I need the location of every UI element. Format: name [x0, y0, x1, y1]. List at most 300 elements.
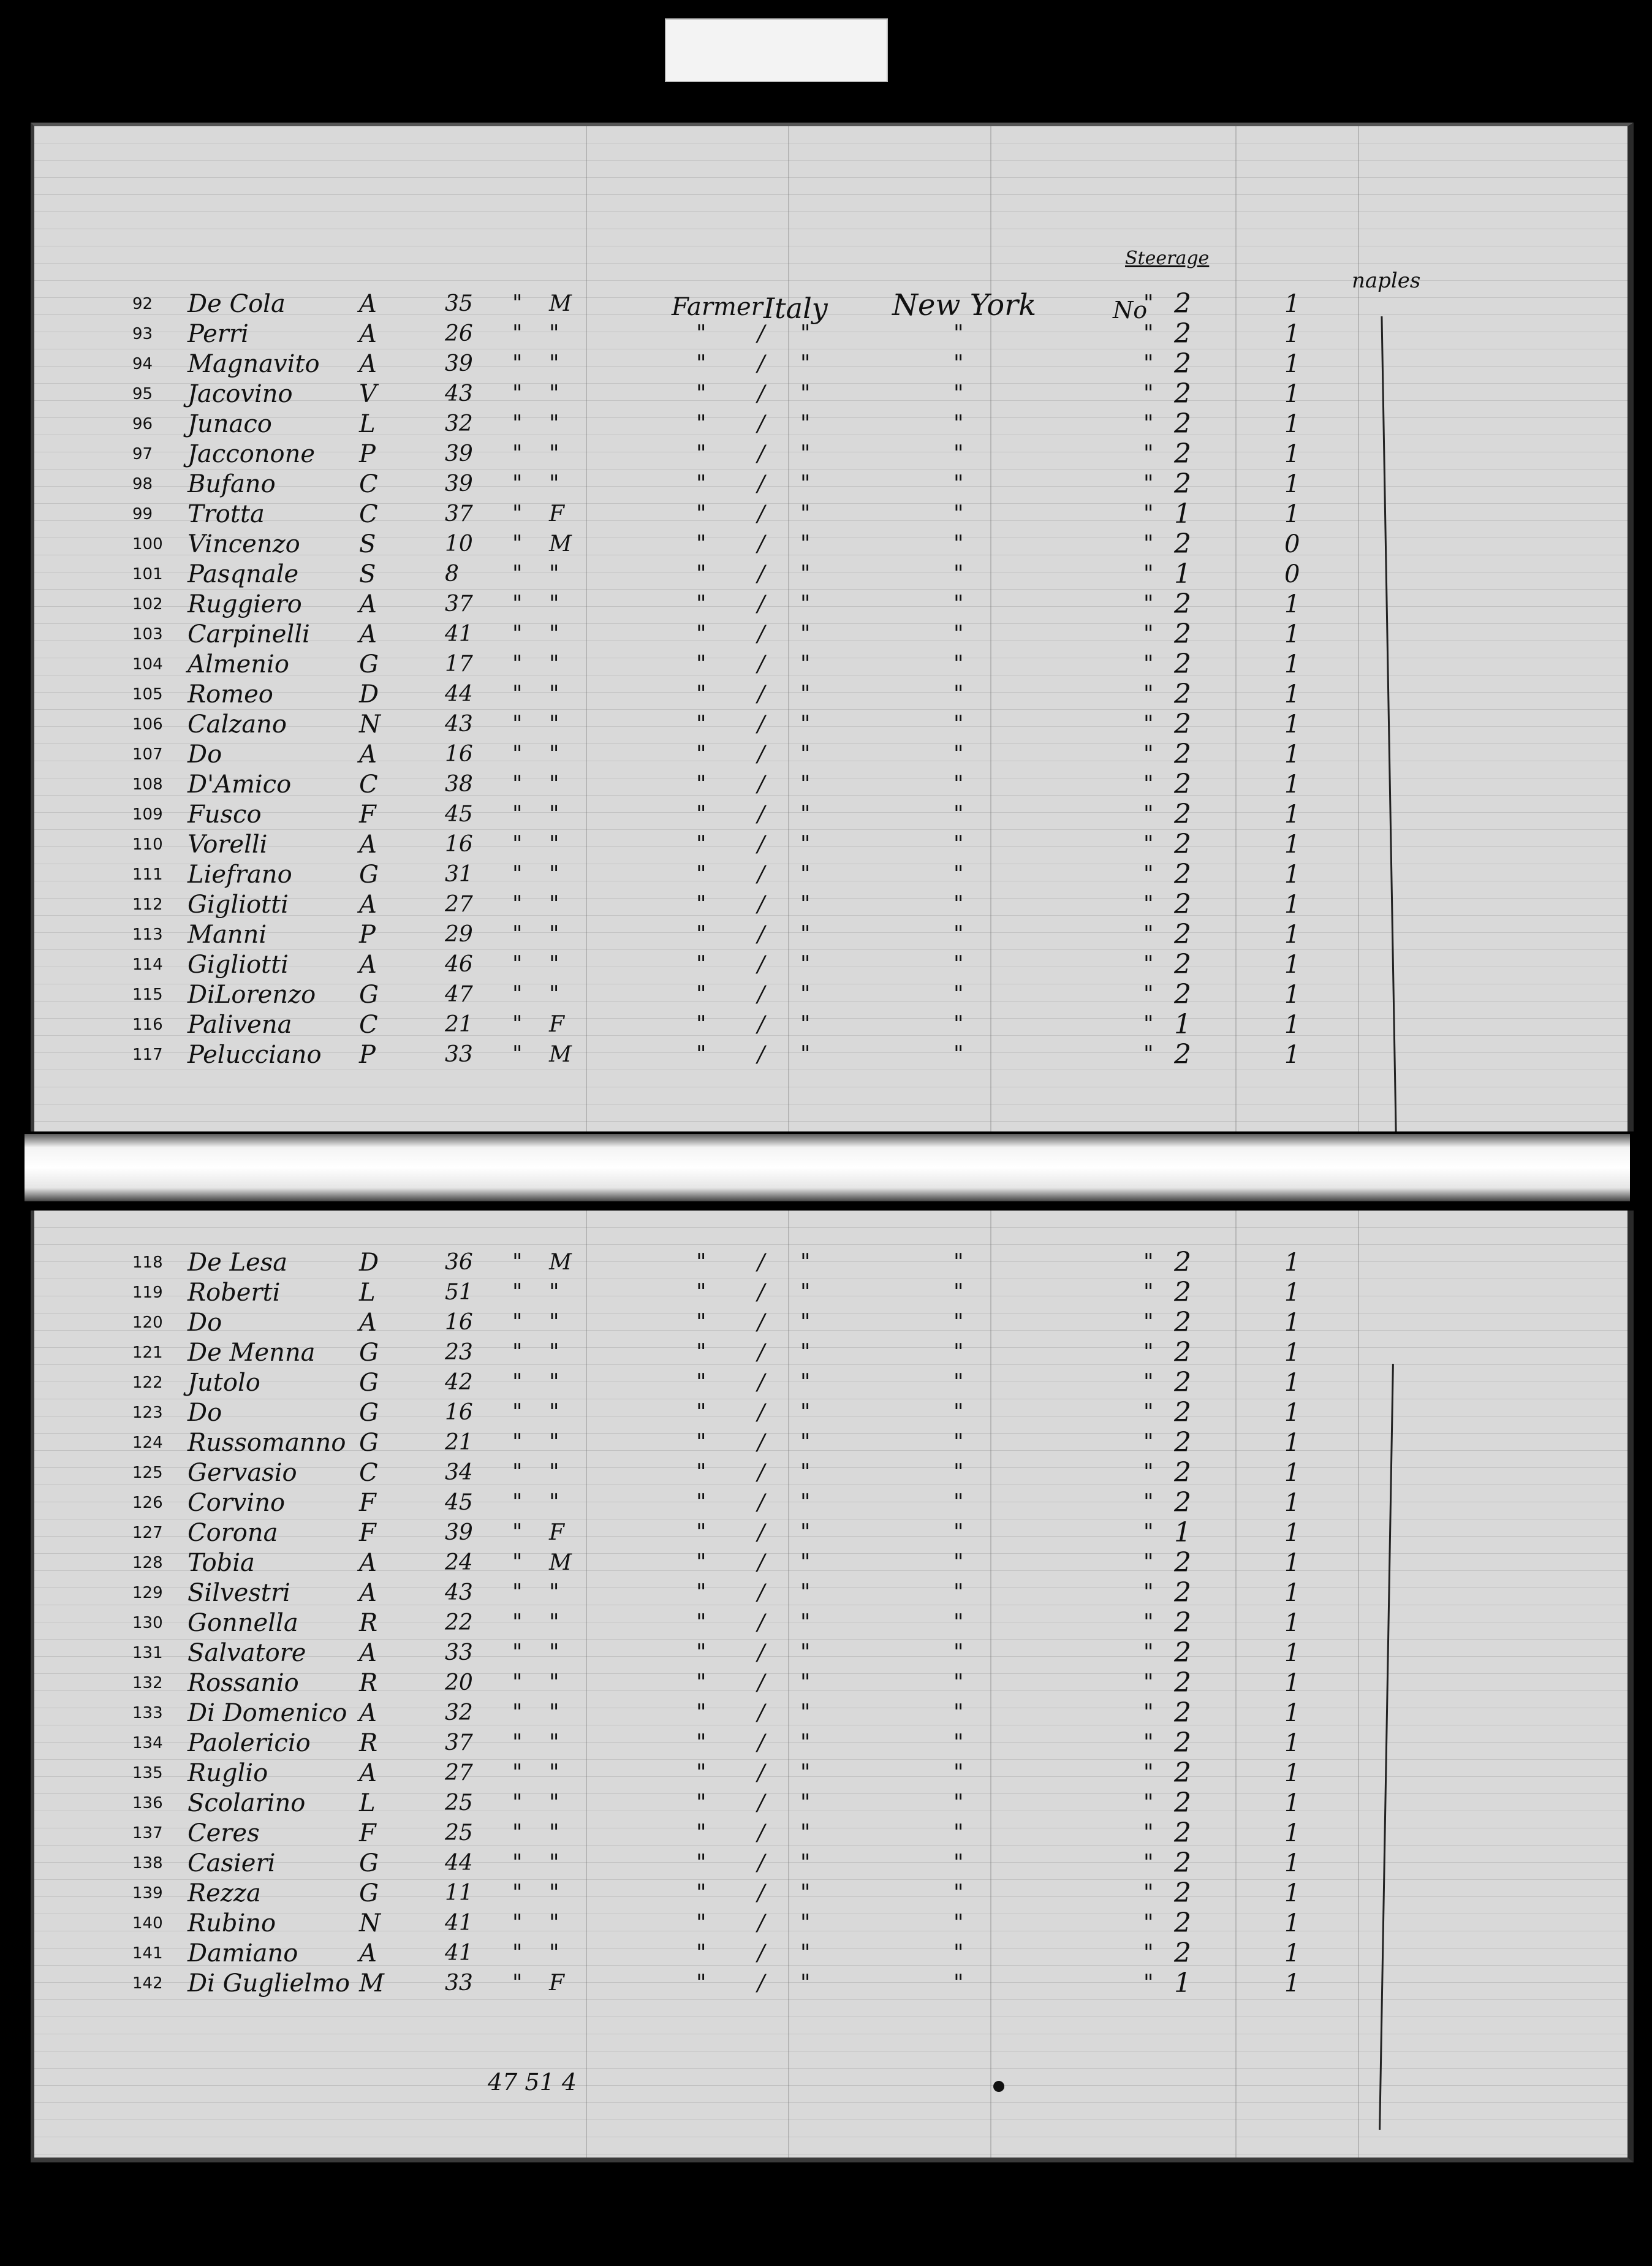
sex: " [549, 652, 559, 677]
steerage-ditto: " [1143, 1670, 1154, 1695]
ditto-mark: " [512, 1580, 523, 1605]
residence-ditto: " [953, 1310, 964, 1335]
residence-ditto: " [953, 1971, 964, 1996]
surname: Perri [188, 320, 249, 348]
initial: S [359, 560, 376, 588]
manifest-row [34, 1908, 1627, 1939]
film-label-strip [665, 18, 888, 82]
ditto-mark: " [512, 892, 523, 917]
row-number: 102 [132, 595, 163, 614]
sex: " [549, 1580, 559, 1605]
occupation-ditto: " [696, 1580, 707, 1605]
manifest-row [34, 919, 1627, 950]
piece-count: 1 [1284, 440, 1300, 468]
nationality-mark: / [757, 1042, 765, 1067]
surname: Vincenzo [188, 530, 300, 558]
manifest-row [34, 439, 1627, 470]
nationality-mark: / [757, 742, 765, 767]
surname: Rubino [188, 1909, 276, 1937]
nationality-mark: / [757, 1971, 765, 1996]
row-number: 127 [132, 1524, 163, 1542]
destination-ditto: " [800, 892, 811, 917]
piece-count: 1 [1284, 1339, 1300, 1367]
sex: " [549, 832, 559, 857]
age: 39 [445, 351, 473, 376]
residence-ditto: " [953, 1520, 964, 1545]
destination-ditto: " [800, 682, 811, 707]
surname: Salvatore [188, 1639, 306, 1667]
steerage-ditto: " [1143, 291, 1154, 316]
occupation-ditto: " [696, 1250, 707, 1275]
manifest-row [34, 1397, 1627, 1428]
sex: F [549, 501, 564, 527]
destination-ditto: " [800, 1580, 811, 1605]
header-farmer: Farmer [672, 293, 763, 321]
nationality-mark: / [757, 1730, 765, 1755]
surname: Rossanio [188, 1669, 299, 1697]
nationality-mark: / [757, 411, 765, 436]
manifest-row [34, 559, 1627, 590]
row-number: 129 [132, 1584, 163, 1602]
destination-ditto: " [800, 652, 811, 677]
steerage-count: 2 [1174, 1457, 1191, 1488]
surname: Ruggiero [188, 590, 302, 618]
occupation-ditto: " [696, 321, 707, 346]
steerage-count: 2 [1174, 648, 1191, 680]
occupation-ditto: " [696, 622, 707, 647]
manifest-row [34, 1818, 1627, 1849]
sex: " [549, 1790, 559, 1815]
row-number: 95 [132, 385, 153, 403]
ditto-mark: " [512, 1760, 523, 1785]
steerage-ditto: " [1143, 441, 1154, 466]
initial: F [359, 800, 376, 829]
nationality-mark: / [757, 1280, 765, 1305]
nationality-mark: / [757, 982, 765, 1007]
residence-ditto: " [953, 381, 964, 406]
surname: Pelucciano [188, 1041, 322, 1069]
initial: G [359, 981, 379, 1009]
residence-ditto: " [953, 1370, 964, 1395]
surname: Rezza [188, 1879, 261, 1907]
steerage-ditto: " [1143, 892, 1154, 917]
steerage-count: 1 [1174, 1517, 1191, 1548]
row-number: 113 [132, 926, 163, 944]
piece-count: 1 [1284, 891, 1300, 919]
sex: " [549, 742, 559, 767]
ditto-mark: " [512, 501, 523, 527]
ditto-mark: " [512, 802, 523, 827]
piece-count: 0 [1284, 560, 1300, 588]
initial: F [359, 1519, 376, 1547]
surname: Jacconone [188, 440, 316, 468]
steerage-count: 1 [1174, 498, 1191, 530]
steerage-count: 2 [1174, 288, 1191, 319]
occupation-ditto: " [696, 682, 707, 707]
destination-ditto: " [800, 531, 811, 557]
sex: M [549, 291, 572, 316]
piece-count: 1 [1284, 290, 1300, 318]
piece-count: 1 [1284, 1519, 1300, 1547]
row-number: 114 [132, 956, 163, 974]
age: 24 [445, 1550, 473, 1575]
surname: Palivena [188, 1011, 292, 1039]
destination-ditto: " [800, 1640, 811, 1665]
steerage-count: 2 [1174, 739, 1191, 770]
destination-ditto: " [800, 1310, 811, 1335]
ditto-mark: " [512, 441, 523, 466]
surname: Pasqnale [188, 560, 299, 588]
residence-ditto: " [953, 772, 964, 797]
ditto-mark: " [512, 1280, 523, 1305]
surname: Carpinelli [188, 620, 310, 648]
row-number: 98 [132, 475, 153, 493]
steerage-ditto: " [1143, 952, 1154, 977]
surname: Calzano [188, 710, 287, 739]
row-number: 99 [132, 505, 153, 523]
sex: " [549, 1880, 559, 1906]
residence-ditto: " [953, 712, 964, 737]
header-steerage: Steerage [1125, 248, 1210, 269]
sex: " [549, 1430, 559, 1455]
row-number: 137 [132, 1824, 163, 1842]
row-number: 94 [132, 355, 153, 373]
steerage-count: 2 [1174, 1307, 1191, 1338]
destination-ditto: " [800, 802, 811, 827]
piece-count: 1 [1284, 1279, 1300, 1307]
initial: A [359, 891, 377, 919]
destination-ditto: " [800, 1880, 811, 1906]
age: 51 [445, 1280, 473, 1305]
manifest-sheet-top [31, 123, 1634, 1131]
occupation-ditto: " [696, 381, 707, 406]
initial: F [359, 1489, 376, 1517]
destination-ditto: " [800, 832, 811, 857]
steerage-count: 2 [1174, 1427, 1191, 1458]
row-number: 116 [132, 1016, 163, 1034]
sex: " [549, 1730, 559, 1755]
header-naples: naples [1352, 268, 1421, 293]
sex: M [549, 1550, 572, 1575]
row-number: 104 [132, 655, 163, 674]
steerage-ditto: " [1143, 1640, 1154, 1665]
occupation-ditto: " [696, 922, 707, 947]
occupation-ditto: " [696, 1460, 707, 1485]
residence-ditto: " [953, 1790, 964, 1815]
surname: Ruglio [188, 1759, 268, 1787]
piece-count: 1 [1284, 981, 1300, 1009]
sex: " [549, 321, 559, 346]
manifest-row [34, 409, 1627, 439]
age: 32 [445, 411, 473, 436]
initial: C [359, 470, 378, 498]
sex: " [549, 1370, 559, 1395]
steerage-ditto: " [1143, 742, 1154, 767]
occupation-ditto: " [696, 802, 707, 827]
manifest-sheet-bottom [31, 1211, 1634, 2162]
steerage-ditto: " [1143, 1520, 1154, 1545]
destination-ditto: " [800, 1460, 811, 1485]
destination-ditto: " [800, 1760, 811, 1785]
initial: A [359, 1549, 377, 1577]
ditto-mark: " [512, 351, 523, 376]
occupation-ditto: " [696, 501, 707, 527]
residence-ditto: " [953, 591, 964, 617]
steerage-count: 2 [1174, 1907, 1191, 1939]
occupation-ditto: " [696, 1911, 707, 1936]
manifest-row [34, 1488, 1627, 1518]
ditto-mark: " [512, 411, 523, 436]
row-number: 141 [132, 1944, 163, 1963]
surname: Di Guglielmo [188, 1969, 350, 1998]
sex: F [549, 1012, 564, 1037]
age: 26 [445, 321, 473, 346]
age: 8 [445, 561, 459, 587]
ditto-mark: " [512, 1550, 523, 1575]
ditto-mark: " [512, 1370, 523, 1395]
steerage-ditto: " [1143, 561, 1154, 587]
age: 32 [445, 1700, 473, 1725]
ditto-mark: " [512, 772, 523, 797]
piece-count: 1 [1284, 861, 1300, 889]
piece-count: 1 [1284, 1729, 1300, 1757]
destination-ditto: " [800, 1250, 811, 1275]
residence-ditto: " [953, 832, 964, 857]
destination-ditto: " [800, 501, 811, 527]
row-number: 117 [132, 1046, 163, 1064]
occupation-ditto: " [696, 1850, 707, 1876]
sex: " [549, 862, 559, 887]
surname: Bufano [188, 470, 276, 498]
ink-dot [993, 2081, 1004, 2092]
ditto-mark: " [512, 1430, 523, 1455]
initial: A [359, 1759, 377, 1787]
residence-ditto: " [953, 1490, 964, 1515]
initial: A [359, 1579, 377, 1607]
piece-count: 1 [1284, 951, 1300, 979]
age: 10 [445, 531, 473, 557]
manifest-row [34, 589, 1627, 620]
destination-ditto: " [800, 1520, 811, 1545]
row-number: 105 [132, 685, 163, 704]
initial: G [359, 1339, 379, 1367]
manifest-row [34, 499, 1627, 530]
surname: Do [188, 1399, 222, 1427]
sex: " [549, 982, 559, 1007]
steerage-count: 2 [1174, 1277, 1191, 1308]
nationality-mark: / [757, 531, 765, 557]
surname: Gigliotti [188, 891, 289, 919]
initial: A [359, 1639, 377, 1667]
manifest-row [34, 1968, 1627, 1999]
age: 16 [445, 832, 473, 857]
piece-count: 1 [1284, 770, 1300, 799]
piece-count: 1 [1284, 1549, 1300, 1577]
steerage-count: 2 [1174, 1247, 1191, 1278]
ditto-mark: " [512, 471, 523, 496]
initial: P [359, 440, 376, 468]
piece-count: 1 [1284, 1969, 1300, 1998]
steerage-count: 2 [1174, 919, 1191, 950]
nationality-mark: / [757, 682, 765, 707]
initial: P [359, 921, 376, 949]
steerage-ditto: " [1143, 531, 1154, 557]
nationality-mark: / [757, 1490, 765, 1515]
steerage-ditto: " [1143, 471, 1154, 496]
row-number: 132 [132, 1674, 163, 1692]
piece-count: 1 [1284, 680, 1300, 709]
residence-ditto: " [953, 742, 964, 767]
occupation-ditto: " [696, 1340, 707, 1365]
initial: A [359, 620, 377, 648]
steerage-ditto: " [1143, 321, 1154, 346]
age: 25 [445, 1790, 473, 1815]
surname: Jacovino [188, 380, 293, 408]
manifest-row [34, 1337, 1627, 1368]
residence-ditto: " [953, 1400, 964, 1425]
occupation-ditto: " [696, 1730, 707, 1755]
residence-ditto: " [953, 922, 964, 947]
age: 47 [445, 982, 473, 1007]
steerage-count: 2 [1174, 889, 1191, 920]
row-number: 125 [132, 1464, 163, 1482]
steerage-count: 2 [1174, 348, 1191, 379]
age: 44 [445, 682, 473, 707]
destination-ditto: " [800, 1490, 811, 1515]
ditto-mark: " [512, 531, 523, 557]
row-number: 142 [132, 1974, 163, 1993]
steerage-ditto: " [1143, 832, 1154, 857]
nationality-mark: / [757, 471, 765, 496]
manifest-row [34, 1758, 1627, 1789]
occupation-ditto: " [696, 1760, 707, 1785]
destination-ditto: " [800, 772, 811, 797]
destination-ditto: " [800, 952, 811, 977]
residence-ditto: " [953, 441, 964, 466]
piece-count: 1 [1284, 1609, 1300, 1637]
initial: A [359, 320, 377, 348]
initial: V [359, 380, 377, 408]
row-number: 128 [132, 1554, 163, 1572]
age: 31 [445, 862, 473, 887]
row-number: 115 [132, 986, 163, 1004]
initial: G [359, 1399, 379, 1427]
ditto-mark: " [512, 1790, 523, 1815]
age: 43 [445, 1580, 473, 1605]
nationality-mark: / [757, 1911, 765, 1936]
nationality-mark: / [757, 832, 765, 857]
row-number: 134 [132, 1734, 163, 1752]
occupation-ditto: " [696, 832, 707, 857]
age: 46 [445, 952, 473, 977]
manifest-row [34, 1307, 1627, 1338]
residence-ditto: " [953, 1640, 964, 1665]
age: 39 [445, 471, 473, 496]
manifest-row [34, 469, 1627, 500]
steerage-ditto: " [1143, 1460, 1154, 1485]
manifest-row [34, 619, 1627, 650]
ditto-mark: " [512, 1911, 523, 1936]
occupation-ditto: " [696, 1700, 707, 1725]
initial: A [359, 350, 377, 378]
steerage-count: 2 [1174, 1337, 1191, 1368]
manifest-row [34, 859, 1627, 890]
residence-ditto: " [953, 1820, 964, 1846]
initial: R [359, 1669, 378, 1697]
residence-ditto: " [953, 1580, 964, 1605]
sex: " [549, 892, 559, 917]
steerage-count: 2 [1174, 949, 1191, 980]
nationality-mark: / [757, 1670, 765, 1695]
ditto-mark: " [512, 832, 523, 857]
sex: M [549, 531, 572, 557]
steerage-ditto: " [1143, 1042, 1154, 1067]
sex: F [549, 1971, 564, 1996]
row-number: 110 [132, 835, 163, 854]
piece-count: 1 [1284, 470, 1300, 498]
manifest-row [34, 1247, 1627, 1278]
steerage-ditto: " [1143, 862, 1154, 887]
sex: " [549, 381, 559, 406]
destination-ditto: " [800, 862, 811, 887]
ditto-mark: " [512, 1971, 523, 1996]
age: 16 [445, 1400, 473, 1425]
manifest-row [34, 979, 1627, 1010]
residence-ditto: " [953, 1700, 964, 1725]
steerage-count: 2 [1174, 1727, 1191, 1758]
age: 41 [445, 622, 473, 647]
steerage-ditto: " [1143, 351, 1154, 376]
surname: D'Amico [188, 770, 292, 799]
initial: L [359, 410, 376, 438]
manifest-row [34, 1428, 1627, 1458]
row-number: 133 [132, 1704, 163, 1722]
steerage-count: 2 [1174, 408, 1191, 439]
piece-count: 1 [1284, 800, 1300, 829]
piece-count: 1 [1284, 380, 1300, 408]
occupation-ditto: " [696, 1670, 707, 1695]
residence-ditto: " [953, 561, 964, 587]
sex: " [549, 1760, 559, 1785]
occupation-ditto: " [696, 441, 707, 466]
steerage-ditto: " [1143, 411, 1154, 436]
piece-count: 1 [1284, 1669, 1300, 1697]
age: 22 [445, 1610, 473, 1635]
steerage-count: 2 [1174, 1757, 1191, 1789]
age: 27 [445, 1760, 473, 1785]
age: 35 [445, 291, 473, 316]
age: 25 [445, 1820, 473, 1846]
occupation-ditto: " [696, 1820, 707, 1846]
manifest-row [34, 1878, 1627, 1909]
sex: " [549, 952, 559, 977]
residence-ditto: " [953, 1730, 964, 1755]
piece-count: 1 [1284, 1369, 1300, 1397]
age: 11 [445, 1880, 473, 1906]
age: 21 [445, 1430, 473, 1455]
piece-count: 1 [1284, 831, 1300, 859]
occupation-ditto: " [696, 742, 707, 767]
sex: " [549, 1490, 559, 1515]
residence-ditto: " [953, 652, 964, 677]
steerage-ditto: " [1143, 1610, 1154, 1635]
ditto-mark: " [512, 591, 523, 617]
steerage-count: 2 [1174, 1039, 1191, 1070]
row-number: 118 [132, 1253, 163, 1272]
initial: P [359, 1041, 376, 1069]
ditto-mark: " [512, 1490, 523, 1515]
surname: Russomanno [188, 1429, 346, 1457]
